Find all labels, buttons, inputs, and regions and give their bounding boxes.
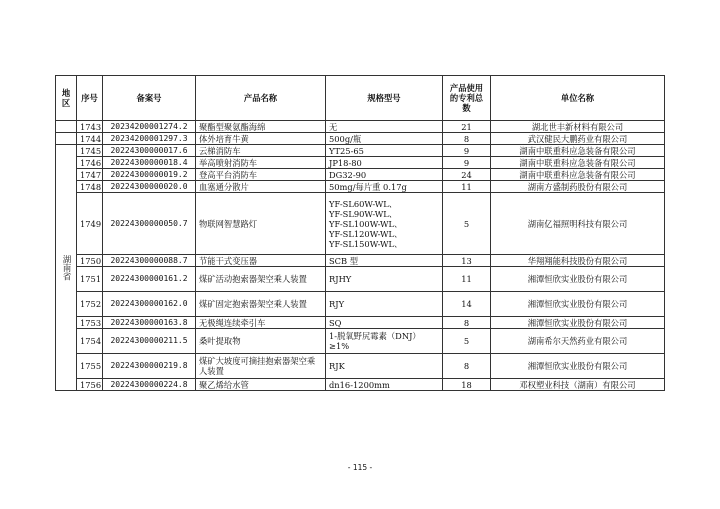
product-cell: 无极绳连续牵引车 bbox=[196, 317, 326, 329]
seq-cell: 1753 bbox=[77, 317, 103, 329]
patents-cell: 5 bbox=[443, 193, 491, 255]
record-no-cell: 20234200001297.3 bbox=[103, 133, 196, 145]
patents-cell: 14 bbox=[443, 292, 491, 317]
company-cell: 湖南中联重科应急装备有限公司 bbox=[491, 145, 665, 157]
seq-cell: 1749 bbox=[77, 193, 103, 255]
header-patents: 产品使用的专利总数 bbox=[443, 76, 491, 121]
table-row bbox=[56, 379, 665, 391]
table-row bbox=[56, 354, 665, 379]
table-body bbox=[56, 121, 665, 391]
table-row bbox=[56, 133, 665, 145]
header-region: 地区 bbox=[56, 76, 77, 121]
seq-cell: 1755 bbox=[77, 354, 103, 379]
product-cell: 血塞通分散片 bbox=[196, 181, 326, 193]
header-spec: 规格型号 bbox=[326, 76, 443, 121]
table-row bbox=[56, 193, 665, 255]
header-seq: 序号 bbox=[77, 76, 103, 121]
region-cell: 湖南省 bbox=[56, 145, 77, 391]
record-no-cell: 20224300000088.7 bbox=[103, 255, 196, 267]
product-record-table bbox=[55, 75, 665, 391]
table-row bbox=[56, 121, 665, 133]
product-cell: 云梯消防车 bbox=[196, 145, 326, 157]
company-cell: 湖南方盛制药股份有限公司 bbox=[491, 181, 665, 193]
product-cell: 桑叶提取物 bbox=[196, 329, 326, 354]
region-cell-empty bbox=[56, 121, 77, 133]
product-cell: 体外培育牛黄 bbox=[196, 133, 326, 145]
product-cell: 物联网智慧路灯 bbox=[196, 193, 326, 255]
product-cell: 举高喷射消防车 bbox=[196, 157, 326, 169]
header-company: 单位名称 bbox=[491, 76, 665, 121]
product-cell: 登高平台消防车 bbox=[196, 169, 326, 181]
record-no-cell: 20224300000019.2 bbox=[103, 169, 196, 181]
company-cell: 湘潭恒欣实业股份有限公司 bbox=[491, 292, 665, 317]
table-header-row bbox=[56, 76, 665, 121]
patents-cell: 18 bbox=[443, 379, 491, 391]
seq-cell: 1752 bbox=[77, 292, 103, 317]
patents-cell: 21 bbox=[443, 121, 491, 133]
spec-cell: 1-脱氧野尻霉素（DNJ）≥1% bbox=[326, 329, 443, 354]
header-record-no: 备案号 bbox=[103, 76, 196, 121]
record-no-cell: 20224300000219.8 bbox=[103, 354, 196, 379]
table-row bbox=[56, 267, 665, 292]
spec-cell: 500g/瓶 bbox=[326, 133, 443, 145]
spec-cell: JP18-80 bbox=[326, 157, 443, 169]
company-cell: 武汉健民大鹏药业有限公司 bbox=[491, 133, 665, 145]
spec-cell: YT25-65 bbox=[326, 145, 443, 157]
spec-cell: 无 bbox=[326, 121, 443, 133]
seq-cell: 1744 bbox=[77, 133, 103, 145]
patents-cell: 8 bbox=[443, 317, 491, 329]
record-no-cell: 20224300000163.8 bbox=[103, 317, 196, 329]
record-no-cell: 20224300000018.4 bbox=[103, 157, 196, 169]
table-row bbox=[56, 292, 665, 317]
product-cell: 聚乙烯给水管 bbox=[196, 379, 326, 391]
page-number: - 115 - bbox=[347, 463, 373, 472]
table-row bbox=[56, 317, 665, 329]
company-cell: 湖北世丰新材料有限公司 bbox=[491, 121, 665, 133]
table-row bbox=[56, 157, 665, 169]
patents-cell: 24 bbox=[443, 169, 491, 181]
product-cell: 煤矿大坡度可摘挂抱索器架空乘人装置 bbox=[196, 354, 326, 379]
patents-cell: 11 bbox=[443, 267, 491, 292]
company-cell: 湖南希尔天然药业有限公司 bbox=[491, 329, 665, 354]
header-product: 产品名称 bbox=[196, 76, 326, 121]
company-cell: 湘潭恒欣实业股份有限公司 bbox=[491, 354, 665, 379]
seq-cell: 1743 bbox=[77, 121, 103, 133]
seq-cell: 1746 bbox=[77, 157, 103, 169]
product-cell: 聚酯型聚氨酯海绵 bbox=[196, 121, 326, 133]
record-no-cell: 20224300000162.0 bbox=[103, 292, 196, 317]
patents-cell: 5 bbox=[443, 329, 491, 354]
spec-cell: dn16-1200mm bbox=[326, 379, 443, 391]
spec-cell: YF-SL60W-WL、 YF-SL90W-WL、 YF-SL100W-WL、 YF-SL120W-WL、 YF-SL150W-WL、 bbox=[326, 193, 443, 255]
region-cell-empty bbox=[56, 133, 77, 145]
table-row bbox=[56, 329, 665, 354]
seq-cell: 1751 bbox=[77, 267, 103, 292]
spec-cell: RJY bbox=[326, 292, 443, 317]
spec-cell: 50mg/每片重 0.17g bbox=[326, 181, 443, 193]
patents-cell: 9 bbox=[443, 157, 491, 169]
spec-cell: DG32-90 bbox=[326, 169, 443, 181]
record-no-cell: 20224300000017.6 bbox=[103, 145, 196, 157]
product-cell: 煤矿固定抱索器架空乘人装置 bbox=[196, 292, 326, 317]
seq-cell: 1754 bbox=[77, 329, 103, 354]
table-row bbox=[56, 145, 665, 157]
product-cell: 节能干式变压器 bbox=[196, 255, 326, 267]
company-cell: 湖南亿福照明科技有限公司 bbox=[491, 193, 665, 255]
company-cell: 华翔翔能科技股份有限公司 bbox=[491, 255, 665, 267]
spec-cell: SCB 型 bbox=[326, 255, 443, 267]
company-cell: 湘潭恒欣实业股份有限公司 bbox=[491, 267, 665, 292]
seq-cell: 1750 bbox=[77, 255, 103, 267]
record-no-cell: 20224300000224.8 bbox=[103, 379, 196, 391]
company-cell: 邓权塑业科技（湖南）有限公司 bbox=[491, 379, 665, 391]
record-no-cell: 20224300000020.0 bbox=[103, 181, 196, 193]
company-cell: 湖南中联重科应急装备有限公司 bbox=[491, 157, 665, 169]
patents-cell: 9 bbox=[443, 145, 491, 157]
record-no-cell: 20224300000161.2 bbox=[103, 267, 196, 292]
seq-cell: 1756 bbox=[77, 379, 103, 391]
table-row bbox=[56, 255, 665, 267]
spec-cell: RJK bbox=[326, 354, 443, 379]
record-no-cell: 20224300000050.7 bbox=[103, 193, 196, 255]
company-cell: 湘潭恒欣实业股份有限公司 bbox=[491, 317, 665, 329]
table-row bbox=[56, 181, 665, 193]
spec-cell: SQ bbox=[326, 317, 443, 329]
patents-cell: 11 bbox=[443, 181, 491, 193]
seq-cell: 1748 bbox=[77, 181, 103, 193]
patents-cell: 13 bbox=[443, 255, 491, 267]
record-no-cell: 20224300000211.5 bbox=[103, 329, 196, 354]
patents-cell: 8 bbox=[443, 354, 491, 379]
record-no-cell: 20234200001274.2 bbox=[103, 121, 196, 133]
seq-cell: 1745 bbox=[77, 145, 103, 157]
spec-cell: RJHY bbox=[326, 267, 443, 292]
patents-cell: 8 bbox=[443, 133, 491, 145]
product-cell: 煤矿活动抱索器架空乘人装置 bbox=[196, 267, 326, 292]
company-cell: 湖南中联重科应急装备有限公司 bbox=[491, 169, 665, 181]
table-row bbox=[56, 169, 665, 181]
seq-cell: 1747 bbox=[77, 169, 103, 181]
